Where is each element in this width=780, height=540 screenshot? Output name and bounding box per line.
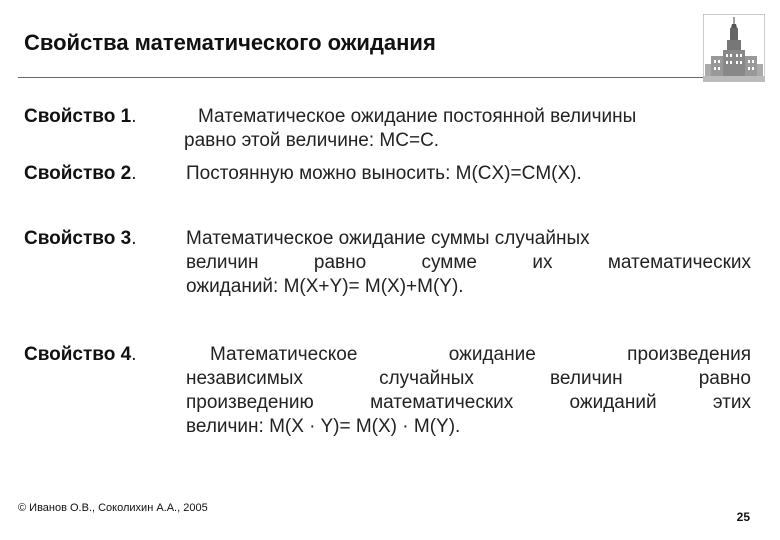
property-line: величин равно сумме их математических bbox=[186, 252, 751, 273]
property-line: независимых случайных величин равно bbox=[186, 368, 751, 389]
property-line: произведению математических ожиданий этих bbox=[186, 392, 751, 413]
property-line: Математическое ожидание суммы случайных bbox=[186, 228, 590, 249]
copyright: © Иванов О.В., Соколихин А.А., 2005 bbox=[18, 502, 208, 514]
property-line: величин: M(X · Y)= M(X) · M(Y). bbox=[186, 416, 461, 437]
property-line: Математическое ожидание произведения bbox=[210, 344, 751, 365]
property-label: Свойство 4. bbox=[24, 344, 137, 365]
property-line: равно этой величине: MC=C. bbox=[184, 130, 440, 151]
property-line: ожиданий: M(X+Y)= M(X)+M(Y). bbox=[186, 276, 464, 297]
property-line: Математическое ожидание постоянной величины bbox=[198, 106, 637, 127]
property-label: Свойство 3. bbox=[24, 228, 137, 249]
property-label: Свойство 1. bbox=[24, 106, 137, 127]
property-text bbox=[186, 343, 751, 439]
property-text bbox=[186, 162, 751, 186]
title-divider bbox=[18, 77, 704, 78]
property-text bbox=[186, 227, 751, 299]
page-number: 25 bbox=[736, 510, 750, 524]
university-building-icon bbox=[703, 14, 765, 82]
property-line: Постоянную можно выносить: M(CX)=CM(X). bbox=[186, 163, 582, 184]
property-label: Свойство 2. bbox=[24, 163, 137, 184]
page-title: Свойства математического ожидания bbox=[24, 30, 436, 55]
property-text bbox=[184, 105, 763, 153]
